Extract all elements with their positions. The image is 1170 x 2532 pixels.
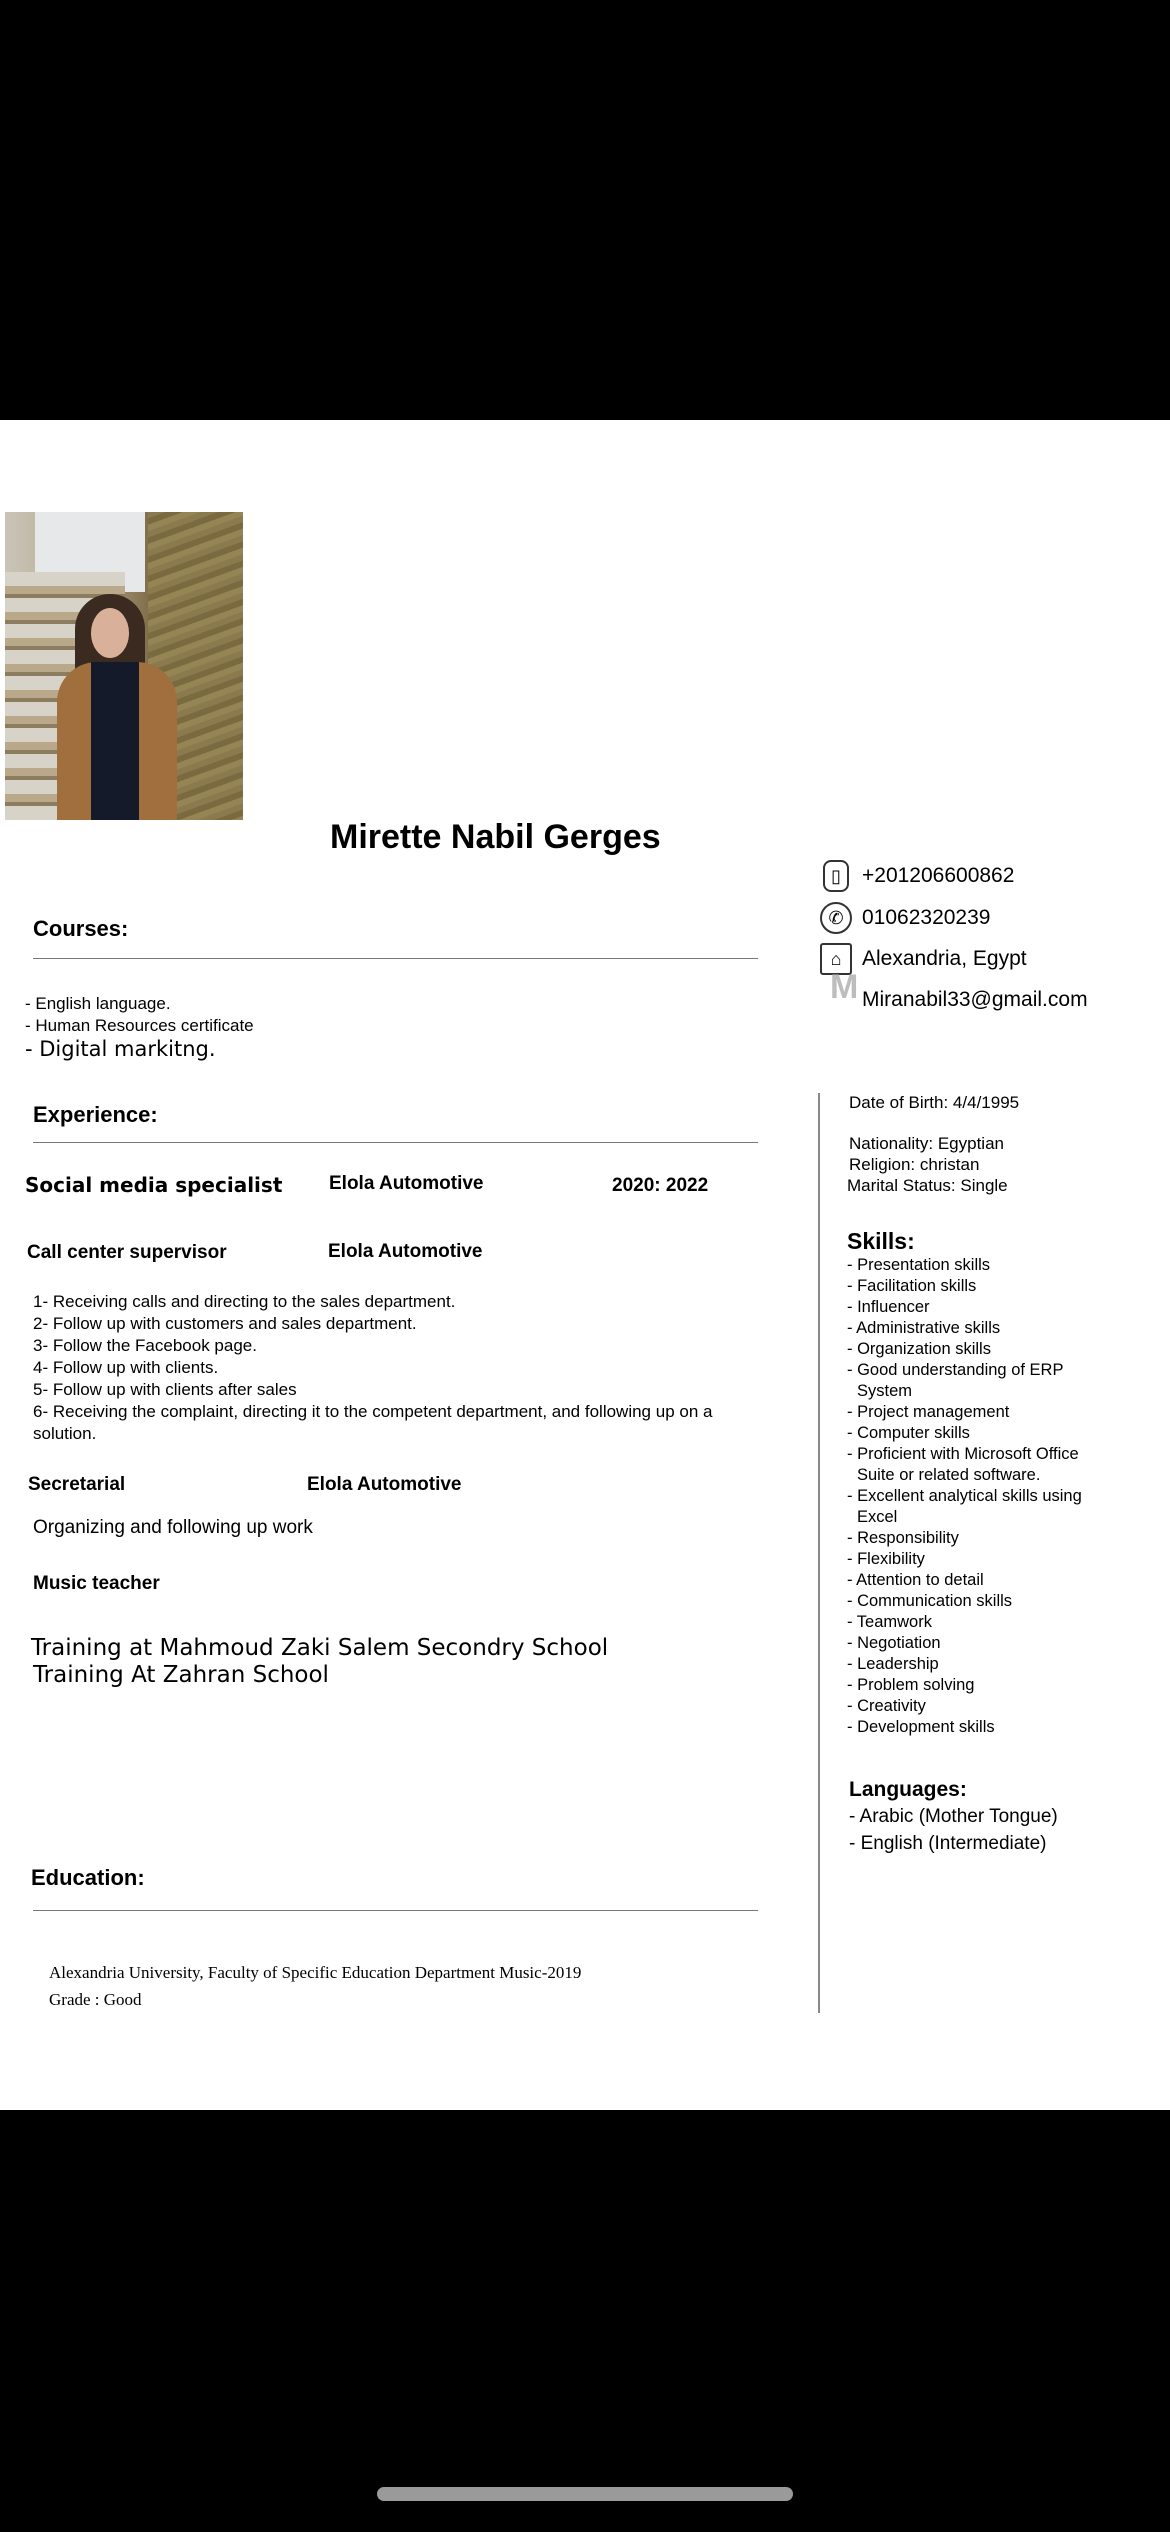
- phone-icon: ▯: [823, 860, 849, 892]
- duty-item: 6- Receiving the complaint, directing it to the competent department, and following up on a: [33, 1402, 713, 1421]
- education-degree: Alexandria University, Faculty of Specific Education Department Music-2019: [49, 1963, 582, 1982]
- duty-item: 3- Follow the Facebook page.: [33, 1336, 257, 1355]
- job-years: 2020: 2022: [612, 1175, 709, 1196]
- nationality: Nationality: Egyptian: [849, 1134, 1004, 1153]
- resume-page: [0, 420, 1170, 2110]
- home-indicator[interactable]: [377, 2487, 793, 2501]
- religion: Religion: christan: [849, 1155, 980, 1174]
- job-company: Elola Automotive: [329, 1173, 484, 1194]
- duty-item: 1- Receiving calls and directing to the sales department.: [33, 1292, 456, 1311]
- duty-item: 2- Follow up with customers and sales department.: [33, 1314, 417, 1333]
- language-item: - English (Intermediate): [849, 1833, 1047, 1854]
- date-of-birth: Date of Birth: 4/4/1995: [849, 1093, 1020, 1112]
- duty-item: solution.: [33, 1424, 97, 1443]
- course-item: - Digital markitng.: [25, 1037, 216, 1061]
- skills-list: [847, 1255, 1102, 1738]
- skill-item: - Presentation skills: [847, 1256, 991, 1274]
- resume-name: Mirette Nabil Gerges: [330, 818, 661, 856]
- skill-item: - Leadership: [847, 1655, 939, 1673]
- skill-item: - Attention to detail: [847, 1571, 984, 1589]
- course-item: - Human Resources certificate: [25, 1016, 254, 1035]
- skill-item: - Facilitation skills: [847, 1277, 977, 1295]
- contact-phone2: [820, 899, 990, 937]
- skill-item: - Good understanding of ERP System: [847, 1361, 1064, 1400]
- education-divider: [33, 1910, 758, 1911]
- language-item: - Arabic (Mother Tongue): [849, 1806, 1058, 1827]
- skill-item: - Organization skills: [847, 1340, 991, 1358]
- job-title: Music teacher: [33, 1573, 160, 1594]
- job-company: Elola Automotive: [307, 1474, 462, 1495]
- skill-item: - Flexibility: [847, 1550, 925, 1568]
- skill-item: - Development skills: [847, 1718, 995, 1736]
- location-text: Alexandria, Egypt: [862, 947, 1027, 970]
- skill-item: - Teamwork: [847, 1613, 932, 1631]
- skill-item: - Project management: [847, 1403, 1010, 1421]
- skill-item: - Influencer: [847, 1298, 930, 1316]
- job-title: Social media specialist: [25, 1173, 283, 1197]
- education-heading: Education:: [31, 1865, 145, 1890]
- phone2-text: 01062320239: [862, 906, 991, 929]
- telephone-icon: ✆: [820, 902, 852, 934]
- skill-item: - Excellent analytical skills using Excel: [847, 1487, 1082, 1526]
- map-icon: ⌂: [820, 943, 852, 975]
- watermark-m: M: [830, 968, 859, 1006]
- phone1-text: +201206600862: [862, 864, 1015, 887]
- skill-item: - Proficient with Microsoft Office Suite or related software.: [847, 1445, 1079, 1484]
- skill-item: - Negotiation: [847, 1634, 941, 1652]
- skills-heading: Skills:: [847, 1228, 915, 1254]
- skill-item: - Computer skills: [847, 1424, 970, 1442]
- contact-email: Miranabil33@gmail.com: [862, 988, 1088, 1011]
- duty-item: 4- Follow up with clients.: [33, 1358, 219, 1377]
- experience-heading: Experience:: [33, 1102, 158, 1127]
- job-description: Organizing and following up work: [33, 1517, 313, 1538]
- languages-heading: Languages:: [849, 1778, 967, 1801]
- job-title: Secretarial: [28, 1474, 126, 1495]
- duty-item: 5- Follow up with clients after sales: [33, 1380, 297, 1399]
- training-item: Training At Zahran School: [33, 1662, 329, 1688]
- training-item: Training at Mahmoud Zaki Salem Secondry School: [31, 1635, 609, 1661]
- marital-status: Marital Status: Single: [847, 1176, 1008, 1195]
- education-grade: Grade : Good: [49, 1990, 142, 2009]
- skill-item: - Communication skills: [847, 1592, 1013, 1610]
- experience-divider: [33, 1142, 758, 1143]
- courses-divider: [33, 958, 758, 959]
- column-divider: [818, 1093, 820, 2013]
- contact-phone1: [820, 857, 1014, 895]
- job-company: Elola Automotive: [328, 1241, 483, 1262]
- skill-item: - Creativity: [847, 1697, 926, 1715]
- job-title: Call center supervisor: [27, 1242, 227, 1263]
- skill-item: - Problem solving: [847, 1676, 975, 1694]
- skill-item: - Administrative skills: [847, 1319, 1001, 1337]
- course-item: - English language.: [25, 994, 171, 1013]
- courses-heading: Courses:: [33, 916, 129, 941]
- profile-photo: [5, 512, 243, 820]
- skill-item: - Responsibility: [847, 1529, 959, 1547]
